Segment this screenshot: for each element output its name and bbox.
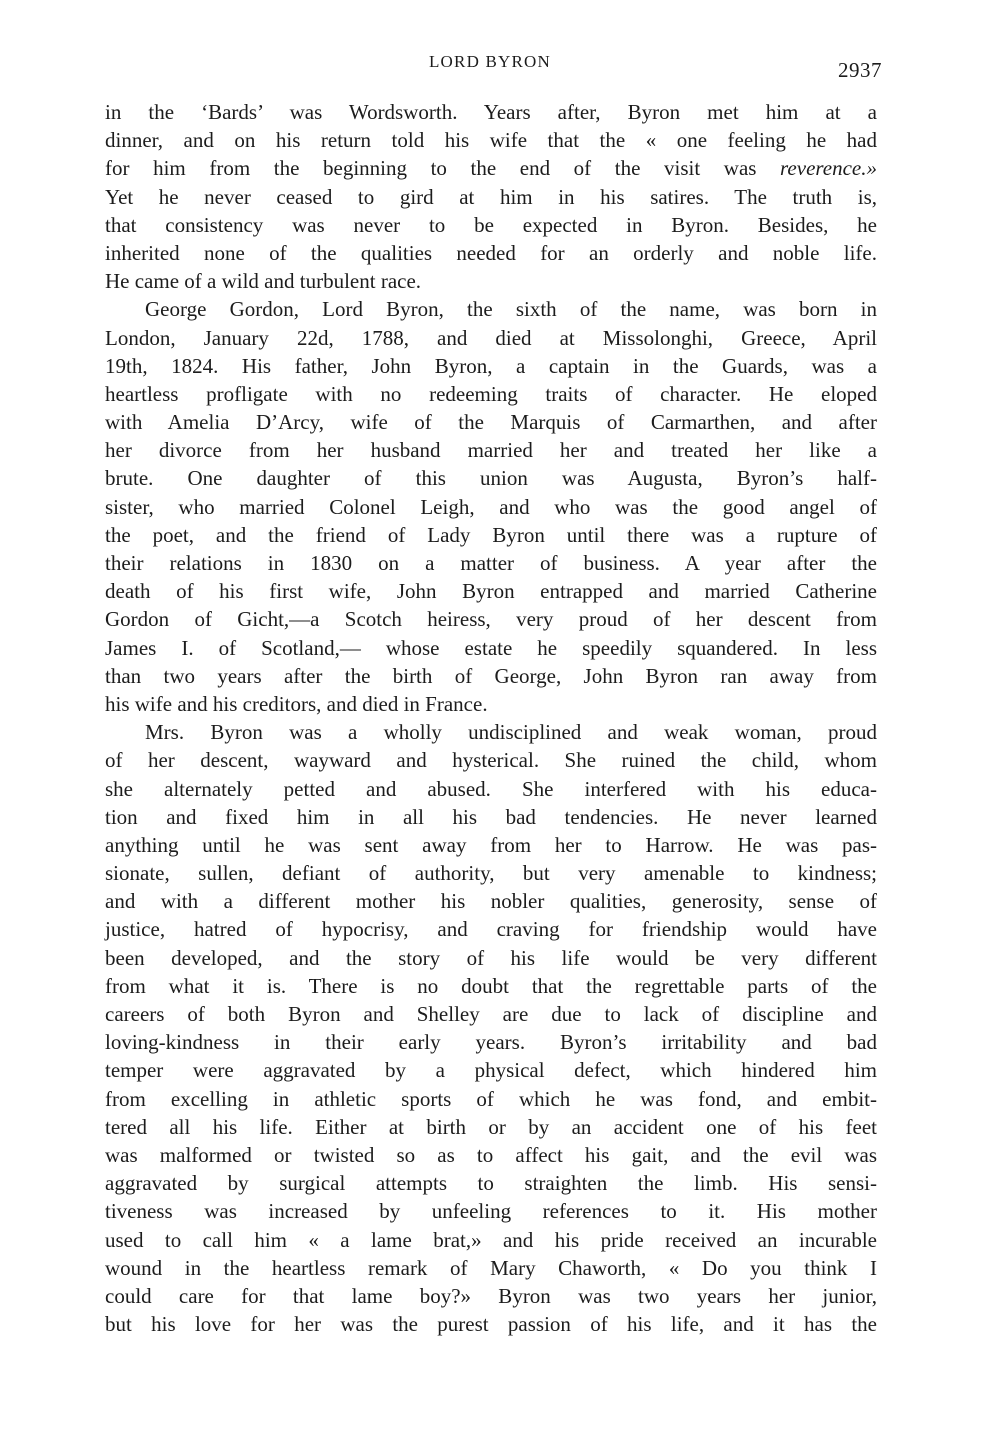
text-line: London, January 22d, 1788, and died at Missolonghi, Greece, April <box>105 325 877 350</box>
page-number: 2937 <box>838 58 882 82</box>
text-line <box>105 154 877 182</box>
running-header <box>0 50 1000 80</box>
text-line: been developed, and the story of his life would be very different <box>105 945 877 970</box>
text-line: loving-kindness in their early years. Byron’s irritability and bad <box>105 1030 877 1055</box>
paragraph-start-line: George Gordon, Lord Byron, the sixth of the name, was born in <box>145 297 877 322</box>
text-line: dinner, and on his return told his wife that the « one feeling he had <box>105 128 877 153</box>
text-line: wound in the heartless remark of Mary Chaworth, « Do you think I <box>105 1255 877 1280</box>
text-line: the poet, and the friend of Lady Byron until there was a rupture of <box>105 522 877 547</box>
text-line: temper were aggravated by a physical defect, which hindered him <box>105 1058 877 1083</box>
text-line: aggravated by surgical attempts to straighten the limb. His sensi- <box>105 1171 877 1196</box>
text-line: and with a different mother his nobler qualities, generosity, sense of <box>105 889 877 914</box>
running-title: LORD BYRON <box>428 52 552 71</box>
text-line: brute. One daughter of this union was Augusta, Byron’s half- <box>105 466 877 491</box>
text-line: Yet he never ceased to gird at him in his satires. The truth is, <box>105 184 877 209</box>
text-segment: for him from the beginning to the end of the visit was <box>105 156 757 181</box>
emphasized-word: reverence.» <box>780 156 877 181</box>
text-line: of her descent, wayward and hysterical. She ruined the child, whom <box>105 748 877 773</box>
text-line: Gordon of Gicht,—a Scotch heiress, very proud of her descent from <box>105 607 877 632</box>
text-line: in the ‘Bards’ was Wordsworth. Years after, Byron met him at a <box>105 100 877 124</box>
text-line: her divorce from her husband married her and treated her like a <box>105 438 877 463</box>
text-line: tered all his life. Either at birth or by an accident one of his feet <box>105 1114 877 1139</box>
text-line: tion and fixed him in all his bad tendencies. He never learned <box>105 804 877 829</box>
text-line: than two years after the birth of George, John Byron ran away from <box>105 663 877 688</box>
text-line: from excelling in athletic sports of which he was fond, and embit- <box>105 1086 877 1111</box>
text-line: his wife and his creditors, and died in France. <box>105 691 488 716</box>
text-line: with Amelia D’Arcy, wife of the Marquis of Carmarthen, and after <box>105 410 877 435</box>
text-line: could care for that lame boy?» Byron was two years her junior, <box>105 1283 877 1308</box>
text-line: death of his first wife, John Byron entrapped and married Catherine <box>105 579 877 604</box>
text-line: their relations in 1830 on a matter of business. A year after the <box>105 551 877 575</box>
text-line: inherited none of the qualities needed for an orderly and noble life. <box>105 240 877 265</box>
text-line: justice, hatred of hypocrisy, and craving for friendship would have <box>105 917 877 942</box>
text-line: tiveness was increased by unfeeling references to it. His mother <box>105 1199 877 1224</box>
text-line: careers of both Byron and Shelley are due to lack of discipline and <box>105 1002 877 1026</box>
text-line: anything until he was sent away from her to Harrow. He was pas- <box>105 832 877 857</box>
text-line: sister, who married Colonel Leigh, and who was the good angel of <box>105 494 877 519</box>
text-line: she alternately petted and abused. She interfered with his educa- <box>105 776 877 801</box>
text-line: was malformed or twisted so as to affect his gait, and the evil was <box>105 1142 877 1167</box>
body-text <box>105 98 877 1338</box>
text-line: James I. of Scotland,— whose estate he speedily squandered. In less <box>105 635 877 660</box>
text-line: used to call him « a lame brat,» and his pride received an incurable <box>105 1227 877 1252</box>
text-line: that consistency was never to be expected in Byron. Besides, he <box>105 212 877 237</box>
text-line: but his love for her was the purest passion of his life, and it has the <box>105 1312 877 1337</box>
paragraph-start-line: Mrs. Byron was a wholly undisciplined and weak woman, proud <box>145 720 877 745</box>
text-line: sionate, sullen, defiant of authority, but very amenable to kindness; <box>105 861 877 886</box>
text-line: He came of a wild and turbulent race. <box>105 269 422 294</box>
text-line: heartless profligate with no redeeming traits of character. He eloped <box>105 381 877 406</box>
text-line: 19th, 1824. His father, John Byron, a captain in the Guards, was a <box>105 353 877 378</box>
text-line: from what it is. There is no doubt that the regrettable parts of the <box>105 973 877 998</box>
